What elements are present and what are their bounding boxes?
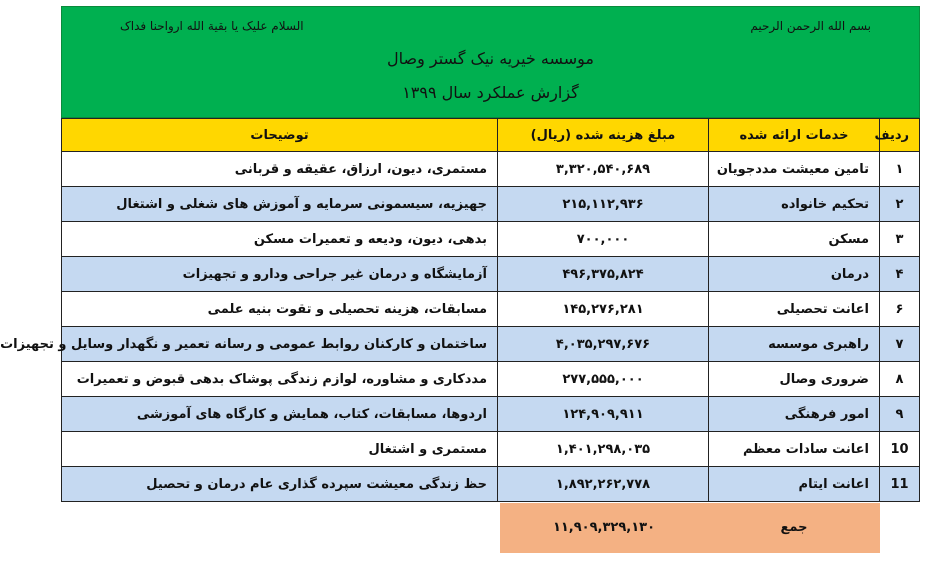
salutation-text: السلام علیک یا بقیة الله ارواحنا فداک (120, 19, 304, 33)
table-row (62, 222, 920, 257)
row-number: ۳ (880, 222, 920, 257)
row-number: ۴ (880, 257, 920, 292)
description-cell: مسابقات، هزینه تحصیلی و تقوت بنیه علمی (62, 292, 498, 327)
service-cell: اعانت تحصیلی (709, 292, 880, 327)
row-number: ۸ (880, 362, 920, 397)
service-cell: اعانت ایتام (709, 467, 880, 502)
service-cell: راهبری موسسه (709, 327, 880, 362)
amount-cell: ۳,۳۲۰,۵۴۰,۶۸۹ (498, 152, 709, 187)
total-value: ۱۱,۹۰۹,۳۲۹,۱۳۰ (552, 520, 656, 535)
service-cell: تامین معیشت مددجویان (709, 152, 880, 187)
row-number: 10 (880, 432, 920, 467)
amount-cell: ۱۲۴,۹۰۹,۹۱۱ (498, 397, 709, 432)
row-number: ۷ (880, 327, 920, 362)
amount-cell: ۴,۰۳۵,۲۹۷,۶۷۶ (498, 327, 709, 362)
total-box (500, 503, 880, 553)
amount-cell: ۷۰۰,۰۰۰ (498, 222, 709, 257)
table-row (62, 397, 920, 432)
table-row (62, 432, 920, 467)
column-header-service: خدمات ارائه شده (709, 119, 880, 152)
table-row (62, 467, 920, 502)
header-banner (61, 6, 920, 118)
description-cell: مددکاری و مشاوره، لوازم زندگی پوشاک بدهی قبوض و تعمیرات (62, 362, 498, 397)
table-row (62, 152, 920, 187)
description-cell: آزمایشگاه و درمان غیر جراحی ودارو و تجهیزات (62, 257, 498, 292)
description-cell: جهیزیه، سیسمونی سرمایه و آموزش های شغلی و اشتغال (62, 187, 498, 222)
row-number: ۲ (880, 187, 920, 222)
table-row (62, 187, 920, 222)
service-cell: امور فرهنگی (709, 397, 880, 432)
table-row (62, 362, 920, 397)
column-header-row: ردیف (880, 119, 920, 152)
table-header-row (62, 119, 920, 152)
column-header-description: توضیحات (62, 119, 498, 152)
service-cell: ضروری وصال (709, 362, 880, 397)
table-row (62, 257, 920, 292)
description-cell: ساختمان و کارکنان روابط عمومی و رسانه تعمیر و نگهدار وسایل و تجهیزات (62, 327, 498, 362)
description-cell: مستمری، دیون، ارزاق، عقیقه و قربانی (62, 152, 498, 187)
service-cell: تحکیم خانواده (709, 187, 880, 222)
row-number: ۱ (880, 152, 920, 187)
org-name: موسسه خیریه نیک گستر وصال (387, 49, 594, 68)
report-title: گزارش عملکرد سال ۱۳۹۹ (402, 83, 579, 102)
total-label: جمع (780, 520, 808, 535)
description-cell: اردوها، مسابقات، کتاب، همایش و کارگاه های آموزشی (62, 397, 498, 432)
column-header-amount: مبلغ هزینه شده (ریال) (498, 119, 709, 152)
row-number: ۹ (880, 397, 920, 432)
description-cell: مستمری و اشتغال (62, 432, 498, 467)
table-row (62, 292, 920, 327)
description-cell: بدهی، دیون، ودیعه و تعمیرات مسکن (62, 222, 498, 257)
service-cell: درمان (709, 257, 880, 292)
table-row (62, 327, 920, 362)
amount-cell: ۱,۸۹۲,۲۶۲,۷۷۸ (498, 467, 709, 502)
bismillah-text: بسم الله الرحمن الرحيم (750, 19, 871, 33)
amount-cell: ۴۹۶,۳۷۵,۸۲۴ (498, 257, 709, 292)
row-number: ۶ (880, 292, 920, 327)
service-cell: اعانت سادات معظم (709, 432, 880, 467)
performance-table (0, 118, 920, 502)
service-cell: مسکن (709, 222, 880, 257)
amount-cell: ۱۴۵,۲۷۶,۲۸۱ (498, 292, 709, 327)
amount-cell: ۱,۴۰۱,۲۹۸,۰۳۵ (498, 432, 709, 467)
amount-cell: ۲۷۷,۵۵۵,۰۰۰ (498, 362, 709, 397)
description-cell: حظ زندگی معیشت سپرده گذاری عام درمان و تحصیل (62, 467, 498, 502)
amount-cell: ۲۱۵,۱۱۲,۹۳۶ (498, 187, 709, 222)
row-number: 11 (880, 467, 920, 502)
